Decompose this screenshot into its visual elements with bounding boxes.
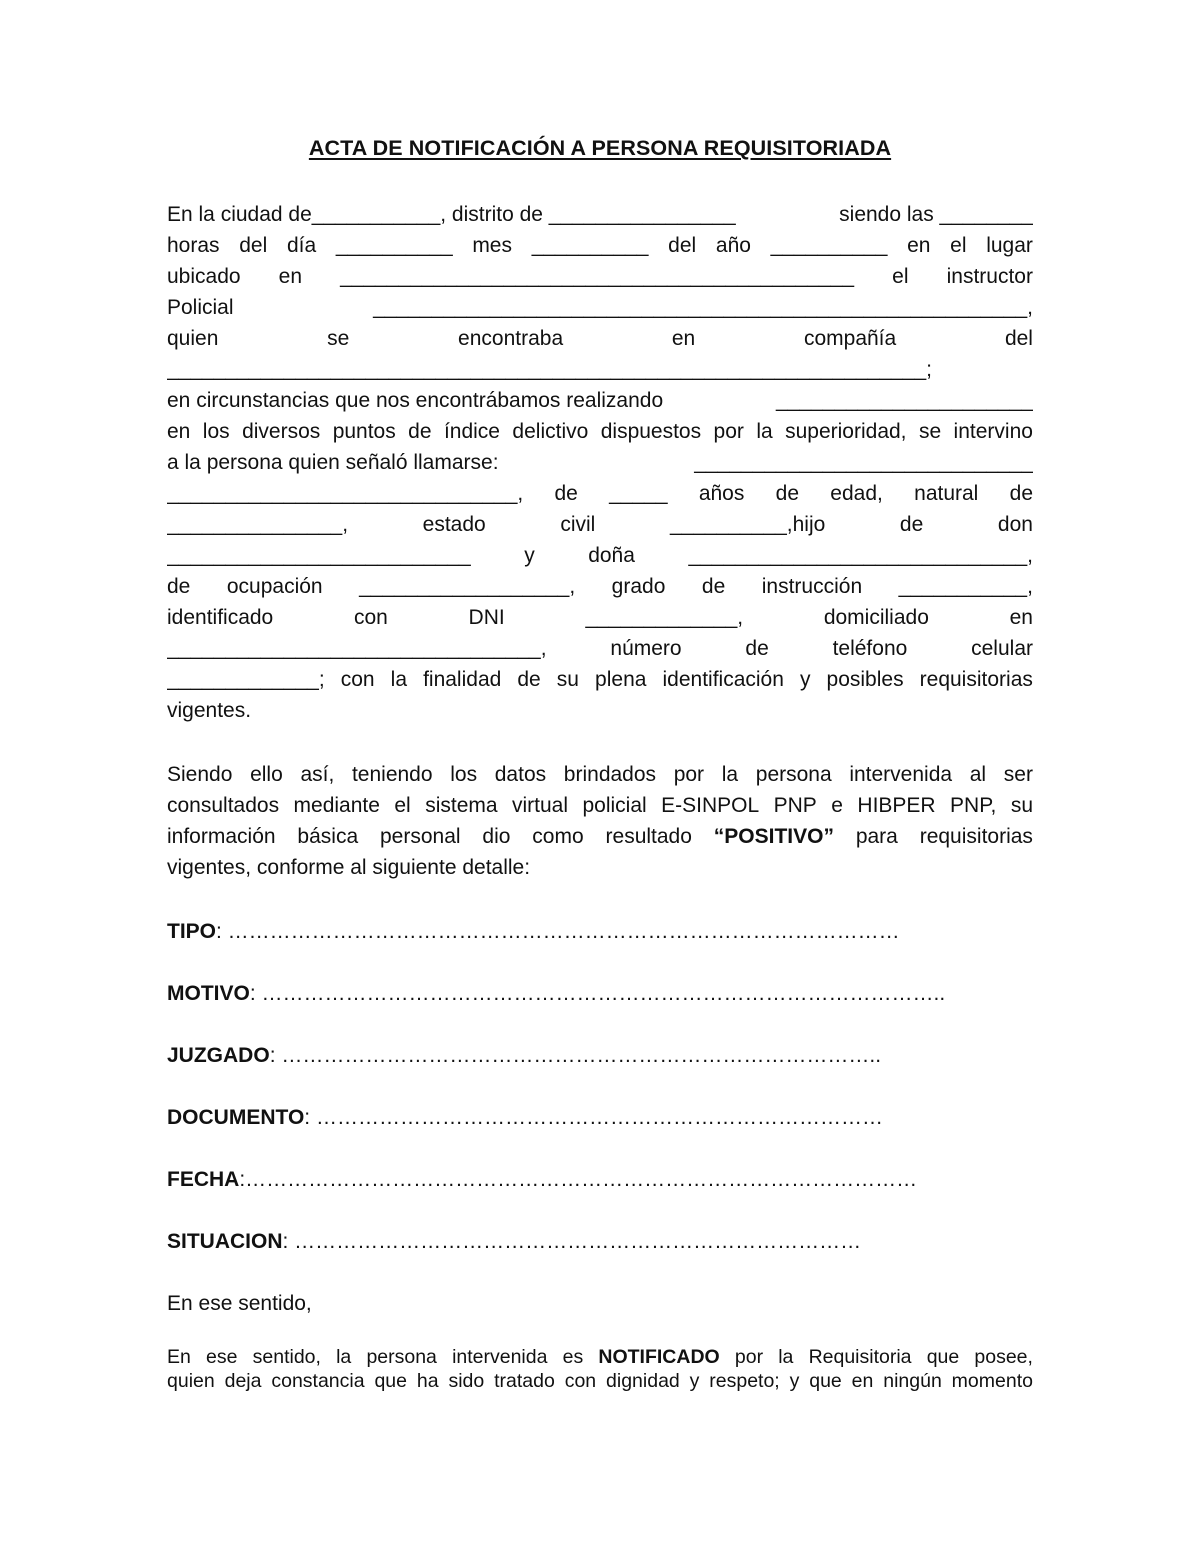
word: y: [689, 1370, 700, 1392]
word: años: [698, 482, 745, 505]
word: plena: [595, 668, 647, 691]
notification-paragraph: [167, 199, 1033, 726]
text-line: [167, 261, 1033, 292]
field-label: JUZGADO: [167, 1044, 270, 1067]
word: por: [713, 420, 744, 443]
detail-field-situacion: [167, 1226, 1047, 1257]
word: su: [556, 668, 579, 691]
word: ningún: [883, 1370, 942, 1392]
word: requisitorias: [919, 668, 1033, 691]
word: Siendo: [167, 763, 233, 786]
word: intervenida: [849, 763, 953, 786]
result-paragraph: [167, 759, 1033, 883]
word: consultados: [167, 794, 280, 817]
word: __________________________: [167, 544, 471, 567]
word: persona: [755, 763, 832, 786]
word: diversos: [242, 420, 321, 443]
text-line: [167, 540, 1033, 571]
word: brindados: [563, 763, 657, 786]
word: HIBPER: [857, 794, 936, 817]
word: ____________________________________________: [340, 265, 855, 288]
word: en: [1009, 606, 1033, 629]
word: _________________________________________________________________;: [167, 358, 932, 381]
word: quien: [167, 327, 219, 350]
word: la: [390, 668, 408, 691]
text-line: [167, 821, 1033, 852]
document-title: ACTA DE NOTIFICACIÓN A PERSONA REQUISITORIADA: [308, 136, 892, 160]
word: la: [336, 1346, 352, 1368]
detail-field-fecha: [167, 1164, 1047, 1195]
word: superioridad,: [785, 420, 907, 443]
word: en: [907, 234, 931, 257]
word: ocupación: [226, 575, 323, 598]
word: encontraba: [458, 327, 564, 350]
text-line: [167, 695, 1033, 726]
word: ser: [1003, 763, 1033, 786]
word: instrucción: [761, 575, 863, 598]
word: __________: [770, 234, 888, 257]
word: Policial: [167, 296, 234, 319]
word: con: [353, 606, 388, 629]
word: a la persona quien señaló llamarse:: [167, 451, 499, 474]
word: de: [167, 575, 191, 598]
word: y: [799, 668, 811, 691]
detail-field-motivo: [167, 978, 1047, 1009]
word: intervino: [953, 420, 1033, 443]
field-label: DOCUMENTO: [167, 1106, 305, 1129]
word: en circunstancias que nos encontrábamos realizando: [167, 389, 664, 412]
word: En: [167, 1346, 191, 1368]
word: su: [1010, 794, 1033, 817]
text-line: [167, 852, 1033, 883]
word: y: [789, 1370, 800, 1392]
detail-field-documento: [167, 1102, 1047, 1133]
word: la: [778, 1346, 794, 1368]
text-line: [167, 602, 1033, 633]
word: de: [408, 420, 432, 443]
word: e: [831, 794, 843, 817]
word: __________,hijo: [669, 513, 826, 536]
text-line: [167, 199, 1033, 230]
word: estado: [422, 513, 486, 536]
text-line: [167, 292, 1033, 323]
word: de: [745, 637, 769, 660]
word: mediante: [293, 794, 380, 817]
word: posee,: [974, 1346, 1033, 1368]
word: horas: [167, 234, 220, 257]
word: la: [721, 763, 739, 786]
word: sentido,: [252, 1346, 321, 1368]
word: personal: [379, 825, 461, 848]
word: índice: [443, 420, 500, 443]
field-blank: : ………………………………………………………………………: [304, 1106, 883, 1129]
word: del: [668, 234, 697, 257]
text-line: [167, 790, 1033, 821]
field-label: MOTIVO: [167, 982, 250, 1005]
word: los: [450, 763, 478, 786]
field-blank: : ……………………………………………………………………………………..: [249, 982, 946, 1005]
word: de: [899, 513, 924, 536]
word: edad,: [830, 482, 883, 505]
word: del: [239, 234, 268, 257]
word: “POSITIVO”: [713, 825, 834, 848]
word: Requisitoria: [808, 1346, 912, 1368]
word: policial: [582, 794, 647, 817]
word: lugar: [986, 234, 1033, 257]
word: doña: [588, 544, 635, 567]
closing-intro: En ese sentido,: [167, 1292, 312, 1315]
word: identificado: [167, 606, 274, 629]
word: que: [374, 1370, 407, 1392]
field-blank: : ……………………………………………………………………………………: [216, 920, 900, 943]
text-line: [167, 759, 1033, 790]
word: en: [278, 265, 303, 288]
word: virtual: [512, 794, 569, 817]
field-blank: : ………………………………………………………………………: [282, 1230, 862, 1253]
word: número: [610, 637, 682, 660]
word: identificación: [662, 668, 784, 691]
word: __________: [335, 234, 453, 257]
word: grado: [611, 575, 666, 598]
text-line: [167, 230, 1033, 261]
word: sido: [448, 1370, 485, 1392]
text-line: [167, 571, 1033, 602]
word: vigentes, conforme al siguiente detalle:: [167, 856, 531, 879]
detail-field-tipo: [167, 916, 1047, 947]
closing-paragraph: [167, 1345, 1033, 1393]
word: se: [918, 420, 942, 443]
word: por: [673, 763, 705, 786]
word: dio: [482, 825, 511, 848]
word: dignidad: [606, 1370, 680, 1392]
word: _____: [609, 482, 668, 505]
word: posibles: [826, 668, 904, 691]
word: _______________,: [167, 513, 349, 536]
word: requisitorias: [919, 825, 1033, 848]
word: datos: [494, 763, 547, 786]
word: momento: [951, 1370, 1033, 1392]
word: __________: [531, 234, 649, 257]
word: y: [524, 544, 535, 567]
word: _____________,: [585, 606, 744, 629]
word: al: [969, 763, 987, 786]
word: básica: [297, 825, 359, 848]
word: el: [950, 234, 967, 257]
text-line: [167, 354, 1033, 385]
word: PNP: [773, 794, 817, 817]
word: ese: [206, 1346, 238, 1368]
field-label: SITUACION: [167, 1230, 283, 1253]
word: tratado: [494, 1370, 555, 1392]
word: persona: [366, 1346, 437, 1368]
text-line: [167, 323, 1033, 354]
word: dispuestos: [600, 420, 702, 443]
text-line: [167, 509, 1033, 540]
word: ello: [250, 763, 283, 786]
word: ______________________: [776, 389, 1033, 412]
word: puntos: [332, 420, 396, 443]
word: que: [926, 1346, 960, 1368]
word: deja: [224, 1370, 262, 1392]
word: ubicado: [167, 265, 241, 288]
word: sistema: [425, 794, 498, 817]
word: con: [340, 668, 375, 691]
word: constancia: [271, 1370, 365, 1392]
word: siendo las ________: [839, 203, 1033, 226]
word: ___________,: [898, 575, 1033, 598]
word: instructor: [946, 265, 1033, 288]
word: se: [327, 327, 350, 350]
word: ________________________________,: [167, 637, 547, 660]
text-line: [167, 1369, 1033, 1393]
field-blank: : …………………………………………………………………………..: [269, 1044, 882, 1067]
word: es: [562, 1346, 584, 1368]
word: En la ciudad de___________, distrito de ________________: [167, 203, 736, 226]
text-line: [167, 478, 1033, 509]
word: domiciliado: [823, 606, 929, 629]
text-line: [167, 385, 1033, 416]
text-line: [167, 447, 1033, 478]
word: respeto;: [709, 1370, 780, 1392]
word: de: [775, 482, 800, 505]
word: en: [671, 327, 696, 350]
word: ________________________________________________________,: [373, 296, 1033, 319]
word: día: [286, 234, 317, 257]
word: que: [809, 1370, 842, 1392]
text-line: [167, 1345, 1033, 1369]
word: celular: [971, 637, 1033, 660]
text-line: [167, 633, 1033, 664]
word: de: [554, 482, 578, 505]
field-blank: :……………………………………………………………………………………: [239, 1168, 918, 1191]
field-label: TIPO: [167, 920, 217, 943]
word: teléfono: [832, 637, 908, 660]
word: de: [1009, 482, 1033, 505]
word: en: [851, 1370, 874, 1392]
word: de: [701, 575, 726, 598]
word: __________________,: [359, 575, 576, 598]
word: delictivo: [512, 420, 589, 443]
word: intervenida: [452, 1346, 548, 1368]
word: finalidad: [423, 668, 502, 691]
word: para: [855, 825, 898, 848]
word: _____________________________,: [688, 544, 1033, 567]
field-label: FECHA: [167, 1168, 240, 1191]
word: DNI: [468, 606, 505, 629]
word: ha: [416, 1370, 439, 1392]
word: en: [167, 420, 191, 443]
text-line: [167, 416, 1033, 447]
word: el: [892, 265, 909, 288]
word: teniendo: [351, 763, 433, 786]
word: vigentes.: [167, 699, 252, 722]
word: E-SINPOL: [661, 794, 760, 817]
word: _____________________________: [694, 451, 1033, 474]
word: ______________________________,: [167, 482, 524, 505]
word: información: [167, 825, 276, 848]
word: NOTIFICADO: [598, 1346, 720, 1368]
word: _____________;: [167, 668, 325, 691]
word: con: [564, 1370, 597, 1392]
word: así,: [300, 763, 335, 786]
word: civil: [560, 513, 596, 536]
word: don: [997, 513, 1033, 536]
word: la: [756, 420, 773, 443]
word: año: [715, 234, 751, 257]
word: como: [532, 825, 584, 848]
word: de: [517, 668, 541, 691]
detail-field-juzgado: [167, 1040, 1047, 1071]
word: los: [202, 420, 230, 443]
text-line: [167, 664, 1033, 695]
word: mes: [472, 234, 512, 257]
word: resultado: [605, 825, 692, 848]
word: compañía: [803, 327, 897, 350]
word: el: [394, 794, 411, 817]
word: natural: [914, 482, 979, 505]
word: por: [734, 1346, 764, 1368]
word: del: [1004, 327, 1033, 350]
word: quien: [167, 1370, 215, 1392]
word: PNP,: [950, 794, 997, 817]
